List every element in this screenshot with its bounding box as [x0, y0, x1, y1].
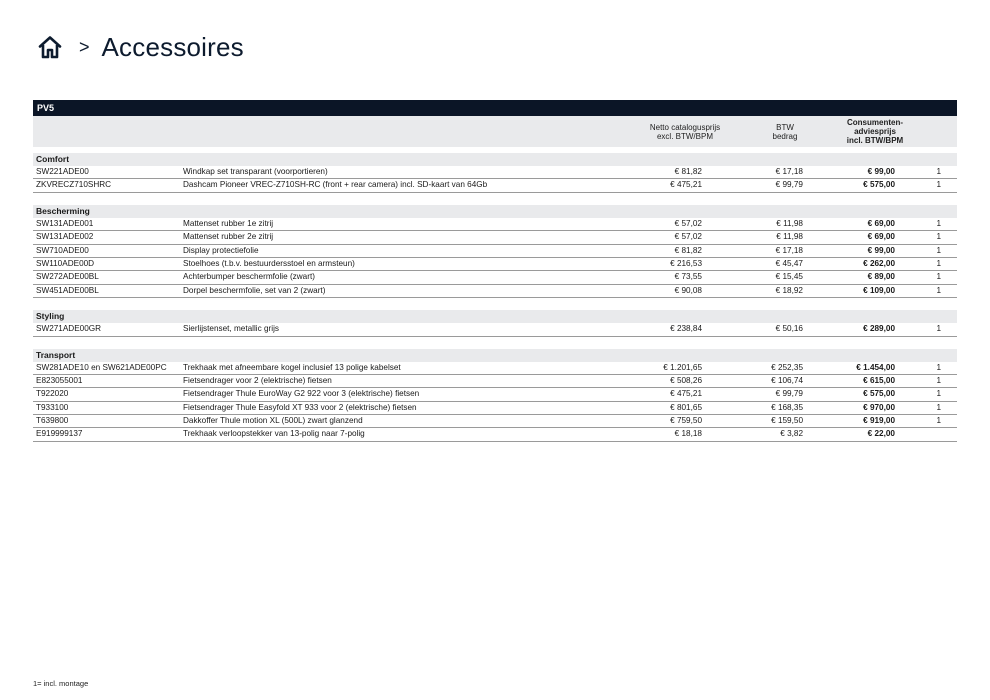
item-code: SW710ADE00	[36, 245, 89, 255]
table-row	[33, 285, 957, 298]
consumer-price: € 575,00	[863, 389, 895, 399]
table-row	[33, 323, 957, 336]
item-code: SW221ADE00	[36, 167, 89, 176]
consumer-price: € 22,00	[867, 429, 895, 439]
table-row	[33, 375, 957, 388]
net-price: € 57,02	[674, 218, 702, 228]
consumer-price: € 1.454,00	[856, 362, 895, 372]
item-code: SW110ADE00D	[36, 258, 95, 268]
net-price: € 73,55	[674, 272, 702, 282]
section-gap	[33, 298, 957, 310]
item-description: Fietsendrager voor 2 (elektrische) fietsen	[183, 375, 332, 385]
category-header: Styling	[33, 310, 957, 323]
item-description: Dashcam Pioneer VREC-Z710SH-RC (front + rear camera) incl. SD-kaart van 64Gb	[183, 180, 488, 190]
table-row	[33, 388, 957, 401]
table-row	[33, 402, 957, 415]
vat-amount: € 11,98	[776, 218, 803, 228]
table-row	[33, 218, 957, 231]
item-description: Trekhaak verloopstekker van 13-polig naar 7-polig	[183, 429, 365, 439]
item-code: T639800	[36, 416, 69, 426]
net-price: € 18,18	[674, 429, 702, 439]
item-code: SW451ADE00BL	[36, 285, 99, 295]
table-row	[33, 258, 957, 271]
net-price: € 759,50	[670, 416, 702, 426]
vat-amount: € 11,98	[776, 232, 803, 242]
page-header	[37, 30, 244, 64]
consumer-price: € 99,00	[867, 245, 895, 255]
quantity: 1	[936, 245, 941, 255]
item-description: Dorpel beschermfolie, set van 2 (zwart)	[183, 285, 326, 295]
quantity: 1	[936, 180, 941, 190]
item-description: Sierlijstenset, metallic grijs	[183, 324, 280, 334]
section-gap	[33, 337, 957, 349]
net-price: € 90,08	[674, 285, 702, 295]
item-description: Dakkoffer Thule motion XL (500L) zwart glanzend	[183, 416, 363, 426]
item-code: SW131ADE002	[36, 232, 94, 242]
quantity: 1	[936, 362, 941, 372]
vat-amount: € 99,79	[775, 389, 803, 399]
table-row	[33, 428, 957, 441]
net-price: € 81,82	[674, 167, 702, 176]
vat-amount: € 50,16	[775, 324, 803, 334]
quantity: 1	[936, 167, 941, 176]
item-description: Stoelhoes (t.b.v. bestuurdersstoel en armsteun)	[183, 258, 355, 268]
model-bar: PV5	[33, 100, 957, 116]
vat-amount: € 15,45	[775, 272, 803, 282]
table-row	[33, 179, 957, 192]
item-code: T922020	[36, 389, 69, 399]
category-header: Transport	[33, 349, 957, 362]
quantity: 1	[936, 416, 941, 426]
breadcrumb-separator: >	[79, 36, 90, 57]
consumer-price: € 89,00	[867, 272, 895, 282]
item-description: Fietsendrager Thule EuroWay G2 922 voor 3 (elektrische) fietsen	[183, 389, 420, 399]
vat-amount: € 3,82	[780, 429, 803, 439]
vat-amount: € 168,35	[771, 402, 803, 412]
net-price: € 57,02	[674, 232, 702, 242]
quantity: 1	[936, 375, 941, 385]
net-price: € 801,65	[670, 402, 702, 412]
item-description: Fietsendrager Thule Easyfold XT 933 voor 2 (elektrische) fietsen	[183, 402, 417, 412]
vat-amount: € 17,18	[775, 167, 803, 176]
category-header: Bescherming	[33, 205, 957, 218]
item-code: SW131ADE001	[36, 218, 94, 228]
consumer-price: € 69,00	[867, 232, 895, 242]
net-price: € 238,84	[670, 324, 702, 334]
item-code: ZKVRECZ710SHRC	[36, 180, 112, 190]
consumer-price: € 615,00	[863, 375, 895, 385]
net-price: € 216,53	[670, 258, 702, 268]
item-description: Display protectiefolie	[183, 245, 259, 255]
item-code: SW271ADE00GR	[36, 324, 102, 334]
item-code: SW281ADE10 en SW621ADE00PC	[36, 362, 167, 372]
section-gap	[33, 193, 957, 205]
accessories-table	[33, 100, 957, 442]
net-price: € 81,82	[674, 245, 702, 255]
table-row	[33, 231, 957, 244]
net-price: € 508,26	[670, 375, 702, 385]
quantity: 1	[936, 402, 941, 412]
category-header: Comfort	[33, 153, 957, 166]
quantity: 1	[936, 389, 941, 399]
item-description: Trekhaak met afneembare kogel inclusief 13 polige kabelset	[183, 362, 401, 372]
vat-amount: € 106,74	[771, 375, 803, 385]
header-vat: BTW bedrag	[772, 123, 798, 141]
consumer-price: € 919,00	[863, 416, 895, 426]
vat-amount: € 17,18	[775, 245, 803, 255]
quantity: 1	[936, 285, 941, 295]
column-header-row	[33, 116, 957, 147]
table-row	[33, 415, 957, 428]
vat-amount: € 252,35	[771, 362, 803, 372]
table-row	[33, 166, 957, 179]
vat-amount: € 18,92	[775, 285, 803, 295]
vat-amount: € 99,79	[775, 180, 803, 190]
quantity: 1	[936, 272, 941, 282]
item-description: Mattenset rubber 2e zitrij	[183, 232, 274, 242]
item-description: Achterbumper beschermfolie (zwart)	[183, 272, 315, 282]
table-row	[33, 245, 957, 258]
net-price: € 475,21	[670, 389, 702, 399]
item-code: SW272ADE00BL	[36, 272, 99, 282]
item-description: Windkap set transparant (voorportieren)	[183, 167, 328, 176]
table-row	[33, 362, 957, 375]
net-price: € 1.201,65	[663, 362, 702, 372]
header-consumer-price: Consumenten- adviesprijs incl. BTW/BPM	[846, 118, 904, 145]
header-net-price: Netto catalogusprijs excl. BTW/BPM	[649, 123, 721, 141]
quantity: 1	[936, 218, 941, 228]
quantity: 1	[936, 258, 941, 268]
item-code: E823055001	[36, 375, 83, 385]
page-title: Accessoires	[101, 31, 244, 62]
consumer-price: € 99,00	[867, 167, 895, 176]
vat-amount: € 159,50	[771, 416, 803, 426]
vat-amount: € 45,47	[775, 258, 803, 268]
item-code: E919999137	[36, 429, 83, 439]
consumer-price: € 970,00	[863, 402, 895, 412]
home-icon[interactable]	[37, 34, 63, 60]
quantity: 1	[936, 324, 941, 334]
footnote: 1= incl. montage	[33, 679, 89, 688]
item-description: Mattenset rubber 1e zitrij	[183, 218, 274, 228]
net-price: € 475,21	[670, 180, 702, 190]
table-row	[33, 271, 957, 284]
consumer-price: € 575,00	[863, 180, 895, 190]
consumer-price: € 262,00	[863, 258, 895, 268]
quantity: 1	[936, 232, 941, 242]
table-body	[33, 147, 957, 442]
item-code: T933100	[36, 402, 69, 412]
consumer-price: € 109,00	[863, 285, 895, 295]
consumer-price: € 69,00	[867, 218, 895, 228]
consumer-price: € 289,00	[863, 324, 895, 334]
